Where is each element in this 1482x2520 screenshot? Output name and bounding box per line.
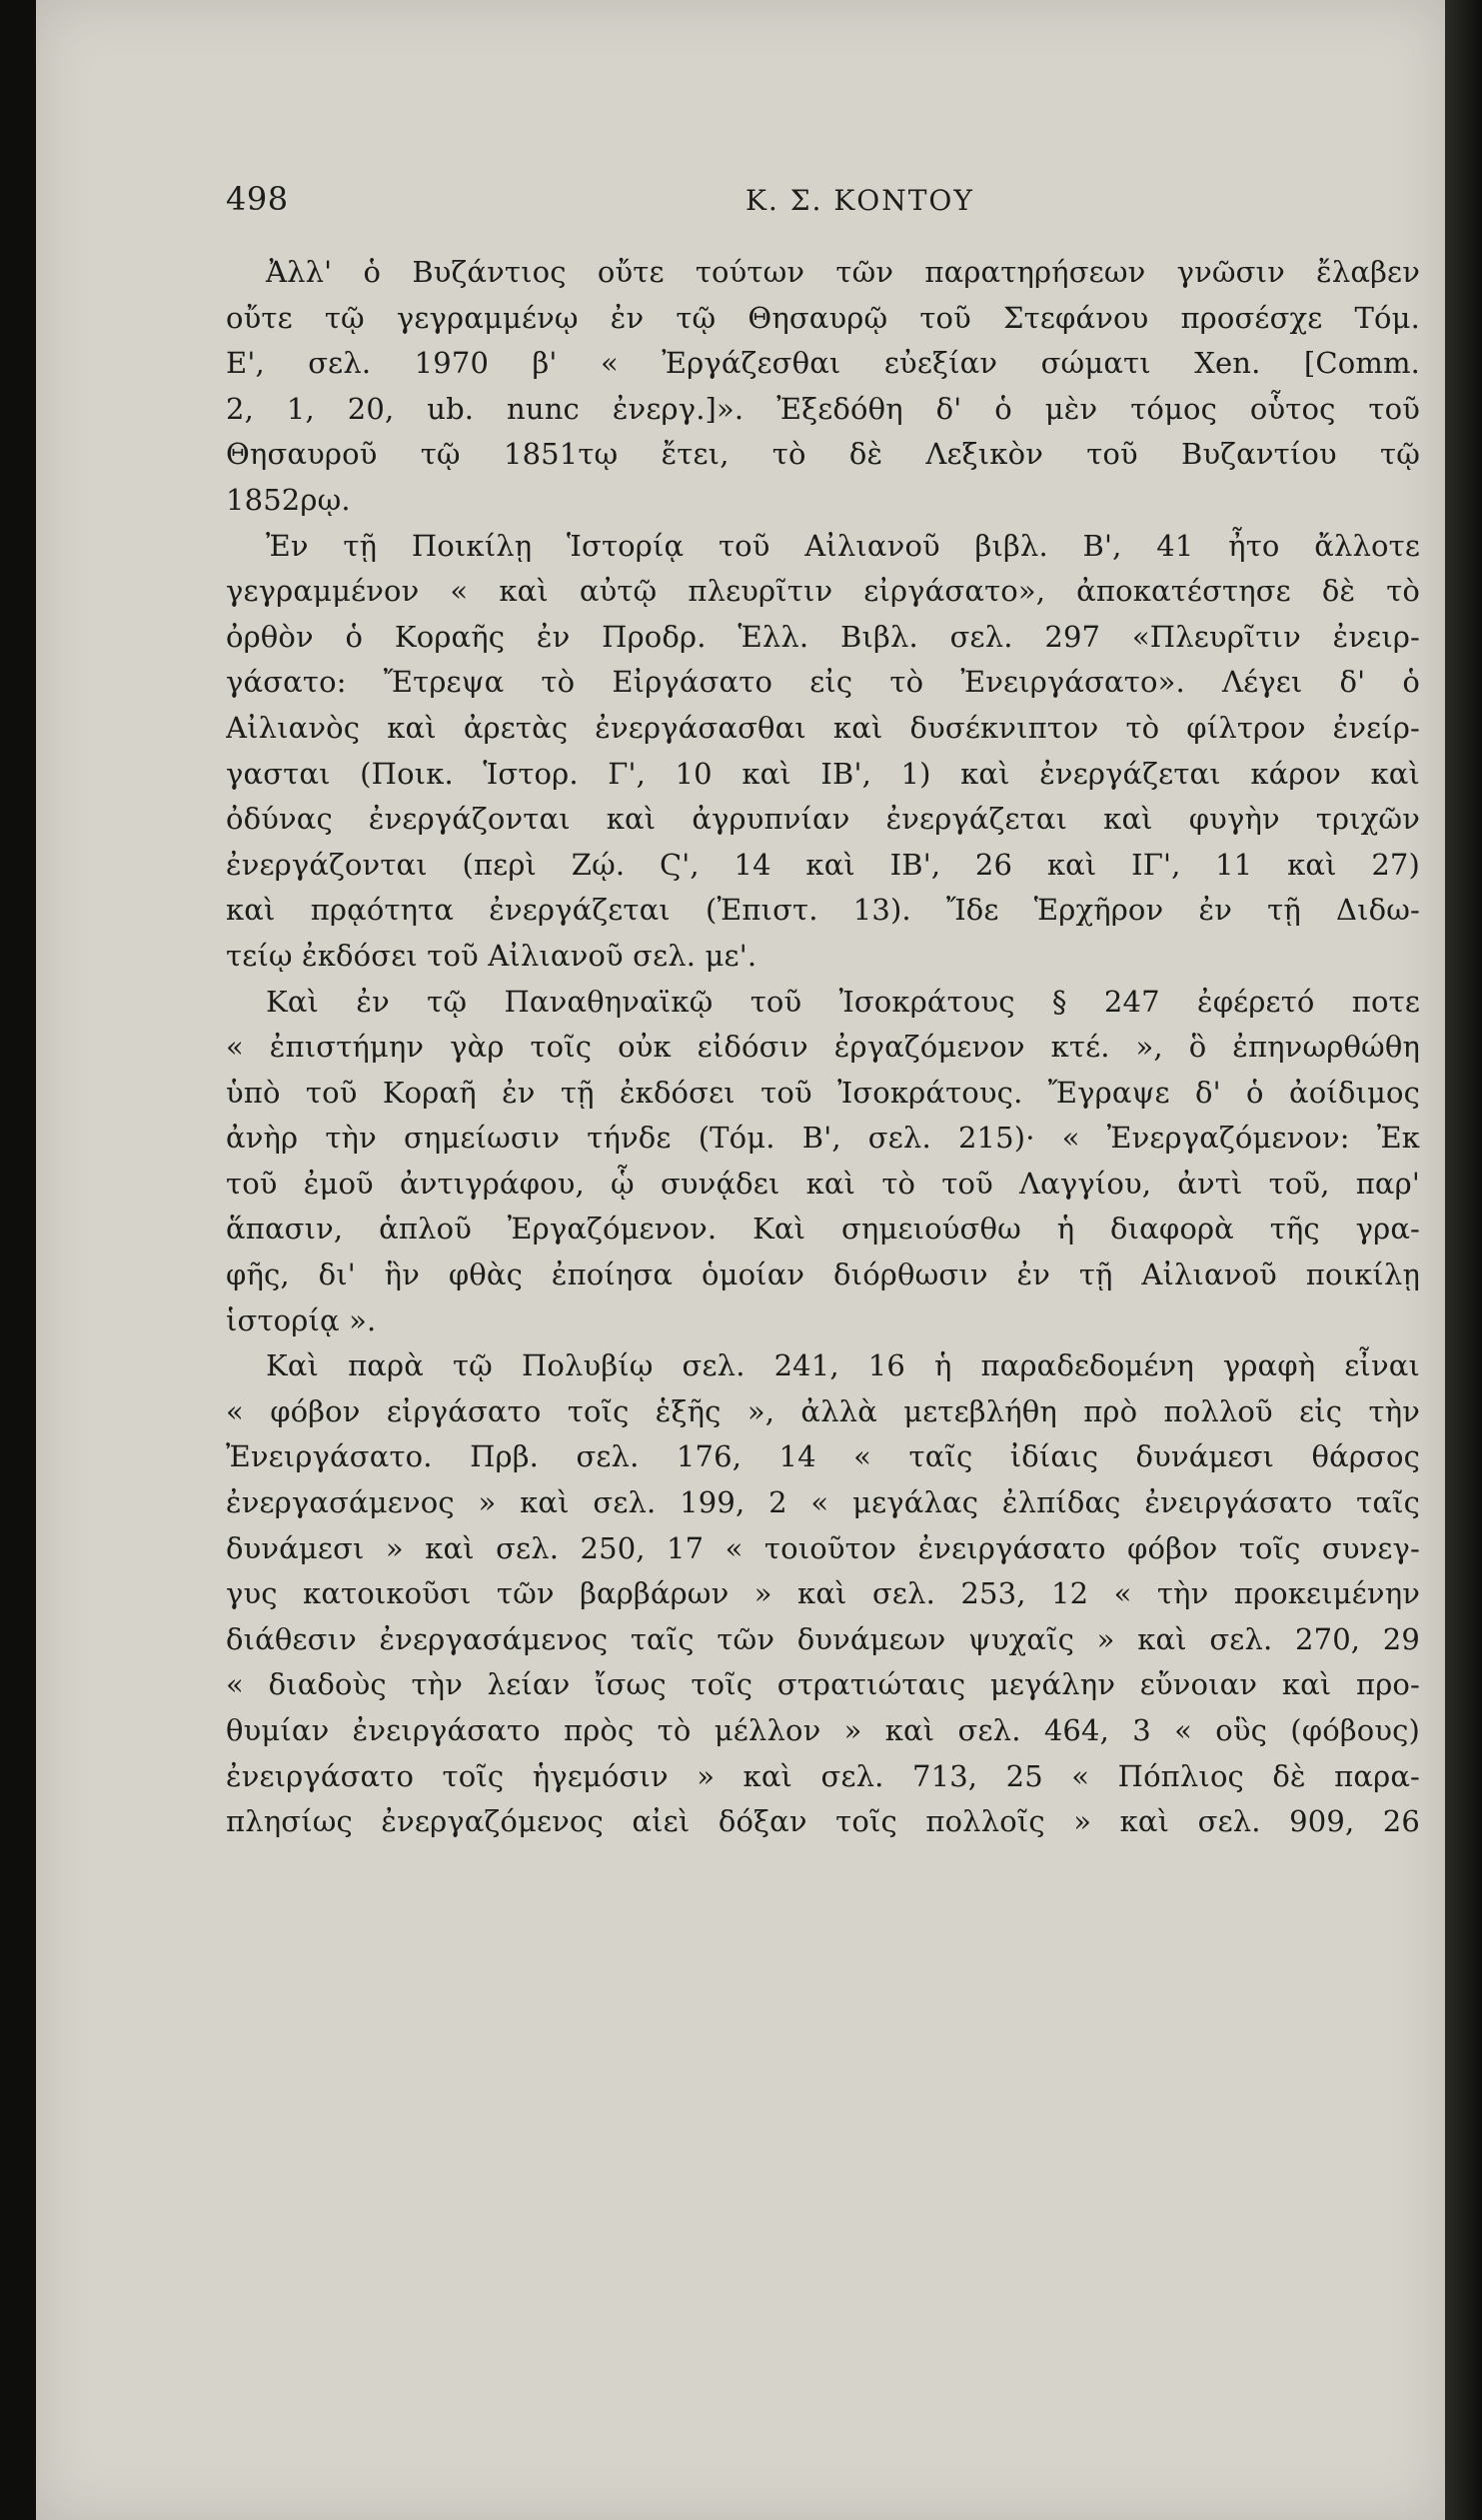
text-line: Ἐνειργάσατο. Πρβ. σελ. 176, 14 « ταῖς ἰδίαις δυνάμεσι θάρσος	[226, 1439, 1420, 1474]
text-line: δυνάμεσι » καὶ σελ. 250, 17 « τοιοῦτον ἐνειργάσατο φόβον τοῖς συνεγ-	[226, 1530, 1420, 1565]
text-line: 2, 1, 20, ub. nunc ἐνεργ.]». Ἐξεδόθη δ' ὁ μὲν τόμος οὗτος τοῦ	[226, 391, 1420, 426]
text-line: « διαδοὺς τὴν λείαν ἴσως τοῖς στρατιώταις μεγάλην εὔνοιαν καὶ προ-	[226, 1667, 1420, 1702]
text-line: ἅπασιν, ἁπλοῦ Ἐργαζόμενον. Καὶ σημειούσθω ἡ διαφορὰ τῆς γρα-	[226, 1212, 1420, 1247]
text-line: γεγραμμένον « καὶ αὐτῷ πλευρῖτιν εἰργάσατο», ἀποκατέστησε δὲ τὸ	[226, 574, 1420, 609]
text-line: γυς κατοικοῦσι τῶν βαρβάρων » καὶ σελ. 253, 12 « τὴν προκειμένην	[226, 1576, 1420, 1611]
text-line: ὀδύνας ἐνεργάζονται καὶ ἀγρυπνίαν ἐνεργάζεται καὶ φυγὴν τριχῶν	[226, 802, 1420, 837]
text-line: γασται (Ποικ. Ἱστορ. Γ', 10 καὶ ΙΒ', 1) καὶ ἐνεργάζεται κάρον καὶ	[226, 756, 1420, 791]
running-head: Κ. Σ. ΚΟΝΤΟΥ	[745, 184, 974, 217]
text-line: ἱστορίᾳ ».	[226, 1302, 377, 1337]
page-number: 498	[226, 180, 289, 218]
text-line: τείῳ ἐκδόσει τοῦ Αἰλιανοῦ σελ. με'.	[226, 938, 757, 973]
text-line: Θησαυροῦ τῷ 1851τῳ ἔτει, τὸ δὲ Λεξικὸν τοῦ Βυζαντίου τῷ	[226, 437, 1420, 472]
text-line: 1852ρῳ.	[226, 482, 351, 517]
text-line: τοῦ ἐμοῦ ἀντιγράφου, ᾧ συνᾴδει καὶ τὸ τοῦ Λαγγίου, ἀντὶ τοῦ, παρ'	[226, 1166, 1420, 1201]
text-line: φῆς, δι' ἣν φθὰς ἐποίησα ὁμοίαν διόρθωσιν ἐν τῇ Αἰλιανοῦ ποικίλῃ	[226, 1258, 1420, 1292]
text-line: ἐνεργάζονται (περὶ Ζῴ. Ϛ', 14 καὶ ΙΒ', 26 καὶ ΙΓ', 11 καὶ 27)	[226, 847, 1420, 882]
text-line: Καὶ ἐν τῷ Παναθηναϊκῷ τοῦ Ἰσοκράτους § 247 ἐφέρετό ποτε	[266, 984, 1420, 1019]
text-line: ὀρθὸν ὁ Κοραῆς ἐν Προδρ. Ἑλλ. Βιβλ. σελ. 297 «Πλευρῖτιν ἐνειρ-	[226, 619, 1420, 654]
text-block	[226, 180, 1420, 1845]
scanned-page	[36, 0, 1445, 2520]
text-line: « φόβον εἰργάσατο τοῖς ἑξῆς », ἀλλὰ μετεβλήθη πρὸ πολλοῦ εἰς τὴν	[226, 1393, 1420, 1428]
text-line: « ἐπιστήμην γὰρ τοῖς οὐκ εἰδόσιν ἐργαζόμενον κτέ. », ὃ ἐπηνωρθώθη	[226, 1030, 1420, 1065]
text-line: οὔτε τῷ γεγραμμένῳ ἐν τῷ Θησαυρῷ τοῦ Στεφάνου προσέσχε Τόμ.	[226, 300, 1420, 335]
page-header	[226, 180, 1420, 250]
text-line: ἐνειργάσατο τοῖς ἡγεμόσιν » καὶ σελ. 713, 25 « Πόπλιος δὲ παρα-	[226, 1758, 1420, 1793]
scan-edge	[1445, 0, 1482, 2520]
text-line: γάσατο: Ἔτρεψα τὸ Εἰργάσατο εἰς τὸ Ἐνειργάσατο». Λέγει δ' ὁ	[226, 665, 1420, 700]
text-line: διάθεσιν ἐνεργασάμενος ταῖς τῶν δυνάμεων ψυχαῖς » καὶ σελ. 270, 29	[226, 1621, 1420, 1656]
text-line: Καὶ παρὰ τῷ Πολυβίῳ σελ. 241, 16 ἡ παραδεδομένη γραφὴ εἶναι	[266, 1348, 1420, 1383]
text-line: Ἀλλ' ὁ Βυζάντιος οὔτε τούτων τῶν παρατηρήσεων γνῶσιν ἔλαβεν	[266, 255, 1420, 289]
text-line: Ἐν τῇ Ποικίλῃ Ἱστορίᾳ τοῦ Αἰλιανοῦ βιβλ. Β', 41 ἦτο ἄλλοτε	[266, 528, 1420, 563]
text-line: καὶ πρᾳότητα ἐνεργάζεται (Ἐπιστ. 13). Ἴδε Ἑρχῆρον ἐν τῇ Διδω-	[226, 893, 1420, 928]
text-line: Ε', σελ. 1970 β' « Ἐργάζεσθαι εὐεξίαν σώματι Xen. [Comm.	[226, 346, 1420, 381]
text-line: πλησίως ἐνεργαζόμενος αἰεὶ δόξαν τοῖς πολλοῖς » καὶ σελ. 909, 26	[226, 1804, 1420, 1839]
text-line: Αἰλιανὸς καὶ ἀρετὰς ἐνεργάσασθαι καὶ δυσέκνιπτον τὸ φίλτρον ἐνείρ-	[226, 710, 1420, 745]
text-line: ἀνὴρ τὴν σημείωσιν τήνδε (Τόμ. Β', σελ. 215)· « Ἐνεργαζόμενον: Ἐκ	[226, 1121, 1420, 1156]
text-line: ἐνεργασάμενος » καὶ σελ. 199, 2 « μεγάλας ἐλπίδας ἐνειργάσατο ταῖς	[226, 1485, 1420, 1520]
text-line: θυμίαν ἐνειργάσατο πρὸς τὸ μέλλον » καὶ σελ. 464, 3 « οὓς (φόβους)	[226, 1713, 1420, 1747]
text-line: ὑπὸ τοῦ Κοραῆ ἐν τῇ ἐκδόσει τοῦ Ἰσοκράτους. Ἔγραψε δ' ὁ ἀοίδιμος	[226, 1075, 1420, 1110]
body-text	[226, 250, 1420, 1845]
